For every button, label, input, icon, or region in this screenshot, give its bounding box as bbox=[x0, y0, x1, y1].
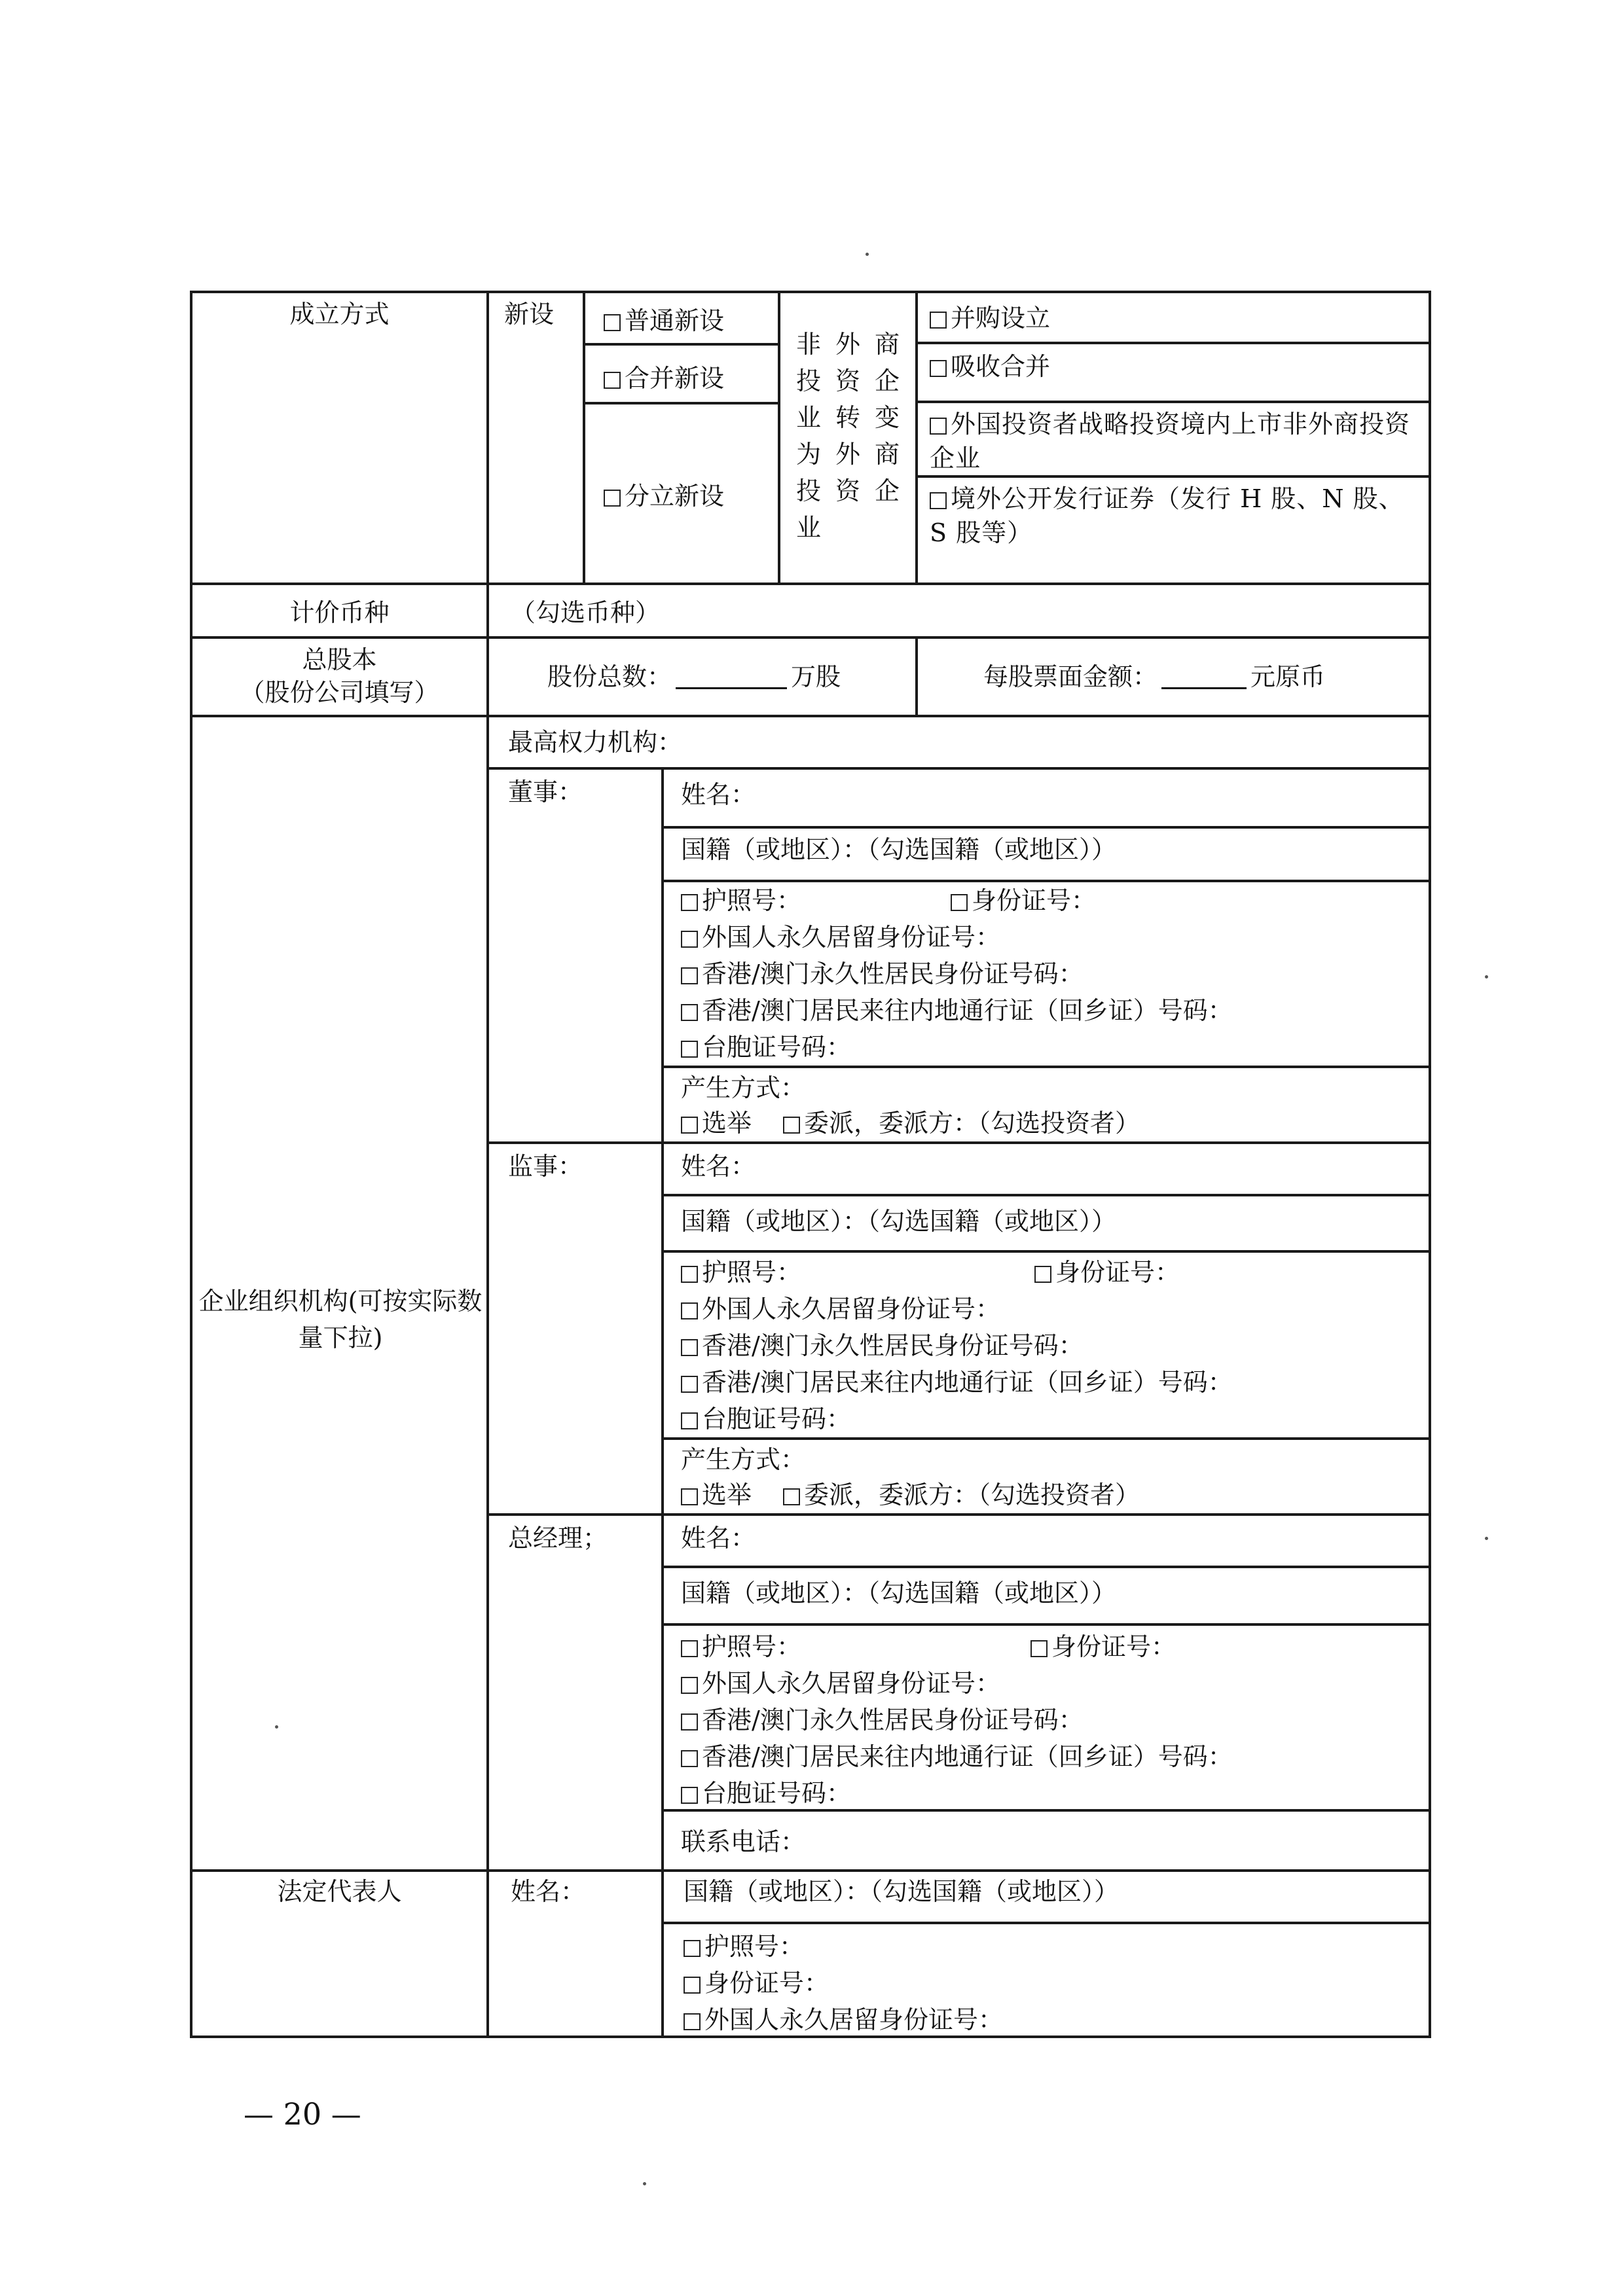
total-shares-blank[interactable] bbox=[676, 665, 787, 689]
scan-speck bbox=[866, 253, 869, 256]
checkbox-icon[interactable] bbox=[681, 1713, 698, 1731]
option-ordinary-new[interactable]: 普通新设 bbox=[604, 305, 724, 336]
rule bbox=[663, 1437, 1431, 1440]
option-strategic-investment[interactable]: 外国投资者战略投资境内上市非外商投资企业 bbox=[930, 410, 1411, 473]
checkbox-icon[interactable] bbox=[681, 1750, 698, 1767]
rule bbox=[918, 475, 1431, 478]
checkbox-icon[interactable] bbox=[681, 1787, 698, 1804]
total-shares-field[interactable]: 股份总数： 万股 bbox=[547, 662, 841, 691]
checkbox-icon[interactable] bbox=[930, 418, 947, 435]
manager-nationality: 国籍（或地区）：（勾选国籍（或地区）） bbox=[681, 1579, 1117, 1607]
director-hkmo-permit[interactable]: 香港/澳门居民来往内地通行证（回乡证）号码： bbox=[681, 995, 1233, 1026]
rule bbox=[488, 1141, 1431, 1144]
currency-value: （勾选币种） bbox=[511, 598, 661, 627]
scan-speck bbox=[1485, 975, 1488, 978]
conversion-label: 非外商投资企业转变为外商投资企业 bbox=[796, 330, 915, 542]
checkbox-icon[interactable] bbox=[1030, 1640, 1048, 1657]
rule bbox=[488, 767, 1431, 770]
legal-rep-foreign-pr[interactable]: 外国人永久居留身份证号： bbox=[684, 2004, 1003, 2036]
checkbox-icon[interactable] bbox=[681, 1677, 698, 1694]
establishment-label: 成立方式 bbox=[289, 300, 390, 329]
director-method-label: 产生方式： bbox=[681, 1073, 806, 1102]
rule bbox=[486, 291, 489, 2038]
rule bbox=[583, 343, 780, 346]
legal-rep-passport[interactable]: 护照号： bbox=[684, 1931, 804, 1962]
option-merger-new[interactable]: 合并新设 bbox=[604, 363, 724, 394]
manager-label: 总经理； bbox=[508, 1524, 608, 1552]
rule bbox=[918, 401, 1431, 403]
checkbox-icon[interactable] bbox=[681, 1041, 698, 1058]
rule bbox=[661, 767, 664, 2038]
director-passport[interactable]: 护照号： bbox=[681, 885, 801, 916]
manager-phone: 联系电话： bbox=[681, 1827, 806, 1856]
rule bbox=[663, 826, 1431, 829]
capital-sublabel: （股份公司填写） bbox=[240, 678, 439, 707]
rule bbox=[663, 880, 1431, 882]
option-split-new[interactable]: 分立新设 bbox=[604, 480, 724, 512]
manager-foreign-pr[interactable]: 外国人永久居留身份证号： bbox=[681, 1668, 1000, 1699]
checkbox-icon[interactable] bbox=[681, 894, 698, 911]
rule bbox=[190, 583, 1431, 585]
manager-hkmo-permit[interactable]: 香港/澳门居民来往内地通行证（回乡证）号码： bbox=[681, 1741, 1233, 1772]
table-left-border bbox=[190, 291, 192, 2038]
table-top-border bbox=[190, 291, 1431, 293]
table-bottom-border bbox=[190, 2036, 1431, 2038]
rule bbox=[583, 291, 585, 585]
checkbox-icon[interactable] bbox=[783, 1117, 800, 1134]
manager-name: 姓名： bbox=[681, 1524, 756, 1552]
rule bbox=[488, 1513, 1431, 1516]
checkbox-icon[interactable] bbox=[604, 490, 621, 507]
par-value-field[interactable]: 每股票面金额： 元原币 bbox=[983, 662, 1326, 691]
checkbox-icon[interactable] bbox=[783, 1488, 800, 1505]
checkbox-icon[interactable] bbox=[1034, 1266, 1051, 1283]
option-overseas-securities[interactable]: 境外公开发行证券（发行 H 股、N 股、S 股等） bbox=[930, 484, 1404, 547]
supervisor-label: 监事： bbox=[508, 1152, 583, 1181]
checkbox-icon[interactable] bbox=[930, 492, 947, 509]
director-method-election[interactable]: 选举 bbox=[681, 1107, 752, 1139]
director-taiwan[interactable]: 台胞证号码： bbox=[681, 1031, 851, 1063]
director-id-card[interactable]: 身份证号： bbox=[951, 885, 1096, 916]
director-foreign-pr[interactable]: 外国人永久居留身份证号： bbox=[681, 922, 1000, 953]
rule bbox=[663, 1922, 1431, 1924]
option-acquisition[interactable]: 并购设立 bbox=[930, 302, 1050, 334]
supervisor-method-appointment[interactable]: 委派，委派方：（勾选投资者） bbox=[783, 1479, 1140, 1511]
checkbox-icon[interactable] bbox=[681, 1266, 698, 1283]
director-name: 姓名： bbox=[681, 780, 756, 809]
manager-taiwan[interactable]: 台胞证号码： bbox=[681, 1778, 851, 1809]
checkbox-icon[interactable] bbox=[684, 1977, 701, 1994]
rule bbox=[778, 291, 780, 585]
supervisor-name: 姓名： bbox=[681, 1152, 756, 1181]
manager-id-card[interactable]: 身份证号： bbox=[1030, 1631, 1176, 1662]
rule bbox=[190, 636, 1431, 639]
supervisor-taiwan[interactable]: 台胞证号码： bbox=[681, 1403, 851, 1435]
organization-label: 企业组织机构(可按实际数量下拉) bbox=[198, 1287, 483, 1352]
director-method-appointment[interactable]: 委派，委派方：（勾选投资者） bbox=[783, 1107, 1140, 1139]
manager-passport[interactable]: 护照号： bbox=[681, 1631, 801, 1662]
scan-speck bbox=[1485, 1537, 1488, 1540]
checkbox-icon[interactable] bbox=[604, 314, 621, 331]
checkbox-icon[interactable] bbox=[681, 1339, 698, 1356]
supervisor-hkmo-permit[interactable]: 香港/澳门居民来往内地通行证（回乡证）号码： bbox=[681, 1367, 1233, 1398]
capital-label: 总股本 bbox=[302, 645, 377, 674]
highest-authority: 最高权力机构： bbox=[508, 728, 683, 757]
checkbox-icon[interactable] bbox=[681, 967, 698, 984]
checkbox-icon[interactable] bbox=[930, 360, 947, 377]
rule bbox=[663, 1623, 1431, 1626]
supervisor-id-card[interactable]: 身份证号： bbox=[1034, 1257, 1180, 1288]
legal-rep-id-card[interactable]: 身份证号： bbox=[684, 1967, 829, 1999]
supervisor-method-label: 产生方式： bbox=[681, 1445, 806, 1474]
checkbox-icon[interactable] bbox=[684, 1940, 701, 1957]
supervisor-hkmo-pr[interactable]: 香港/澳门永久性居民身份证号码： bbox=[681, 1330, 1084, 1361]
par-value-blank[interactable] bbox=[1161, 665, 1247, 689]
rule bbox=[663, 1194, 1431, 1196]
checkbox-icon[interactable] bbox=[604, 372, 621, 389]
supervisor-passport[interactable]: 护照号： bbox=[681, 1257, 801, 1288]
checkbox-icon[interactable] bbox=[681, 1117, 698, 1134]
checkbox-icon[interactable] bbox=[681, 931, 698, 948]
rule bbox=[663, 1566, 1431, 1568]
rule bbox=[918, 342, 1431, 344]
scan-speck bbox=[275, 1725, 278, 1729]
supervisor-method-election[interactable]: 选举 bbox=[681, 1479, 752, 1511]
director-nationality: 国籍（或地区）：（勾选国籍（或地区）） bbox=[681, 835, 1117, 864]
checkbox-icon[interactable] bbox=[681, 1376, 698, 1393]
rule bbox=[190, 715, 1431, 717]
legal-rep-nationality: 国籍（或地区）：（勾选国籍（或地区）） bbox=[684, 1877, 1120, 1906]
checkbox-icon[interactable] bbox=[681, 1488, 698, 1505]
rule bbox=[663, 1809, 1431, 1812]
new-establishment-label: 新设 bbox=[504, 300, 555, 329]
manager-hkmo-pr[interactable]: 香港/澳门永久性居民身份证号码： bbox=[681, 1704, 1084, 1736]
currency-label: 计价币种 bbox=[289, 598, 390, 627]
page-number: — 20 — bbox=[244, 2096, 361, 2132]
rule bbox=[915, 636, 918, 717]
legal-rep-name: 姓名： bbox=[511, 1877, 586, 1906]
rule bbox=[190, 1869, 1431, 1872]
director-hkmo-pr[interactable]: 香港/澳门永久性居民身份证号码： bbox=[681, 958, 1084, 990]
rule bbox=[663, 1250, 1431, 1253]
option-absorption-merger[interactable]: 吸收合并 bbox=[930, 351, 1050, 382]
legal-rep-label: 法定代表人 bbox=[277, 1877, 402, 1906]
table-right-border bbox=[1429, 291, 1431, 2038]
director-label: 董事： bbox=[508, 778, 583, 806]
supervisor-nationality: 国籍（或地区）：（勾选国籍（或地区）） bbox=[681, 1207, 1117, 1236]
rule bbox=[915, 291, 918, 585]
rule bbox=[663, 1066, 1431, 1068]
checkbox-icon[interactable] bbox=[681, 1302, 698, 1319]
checkbox-icon[interactable] bbox=[681, 1412, 698, 1429]
scan-speck bbox=[643, 2182, 646, 2185]
checkbox-icon[interactable] bbox=[684, 2013, 701, 2030]
checkbox-icon[interactable] bbox=[681, 1004, 698, 1021]
checkbox-icon[interactable] bbox=[930, 312, 947, 329]
rule bbox=[583, 402, 780, 404]
checkbox-icon[interactable] bbox=[951, 894, 968, 911]
checkbox-icon[interactable] bbox=[681, 1640, 698, 1657]
supervisor-foreign-pr[interactable]: 外国人永久居留身份证号： bbox=[681, 1293, 1000, 1325]
